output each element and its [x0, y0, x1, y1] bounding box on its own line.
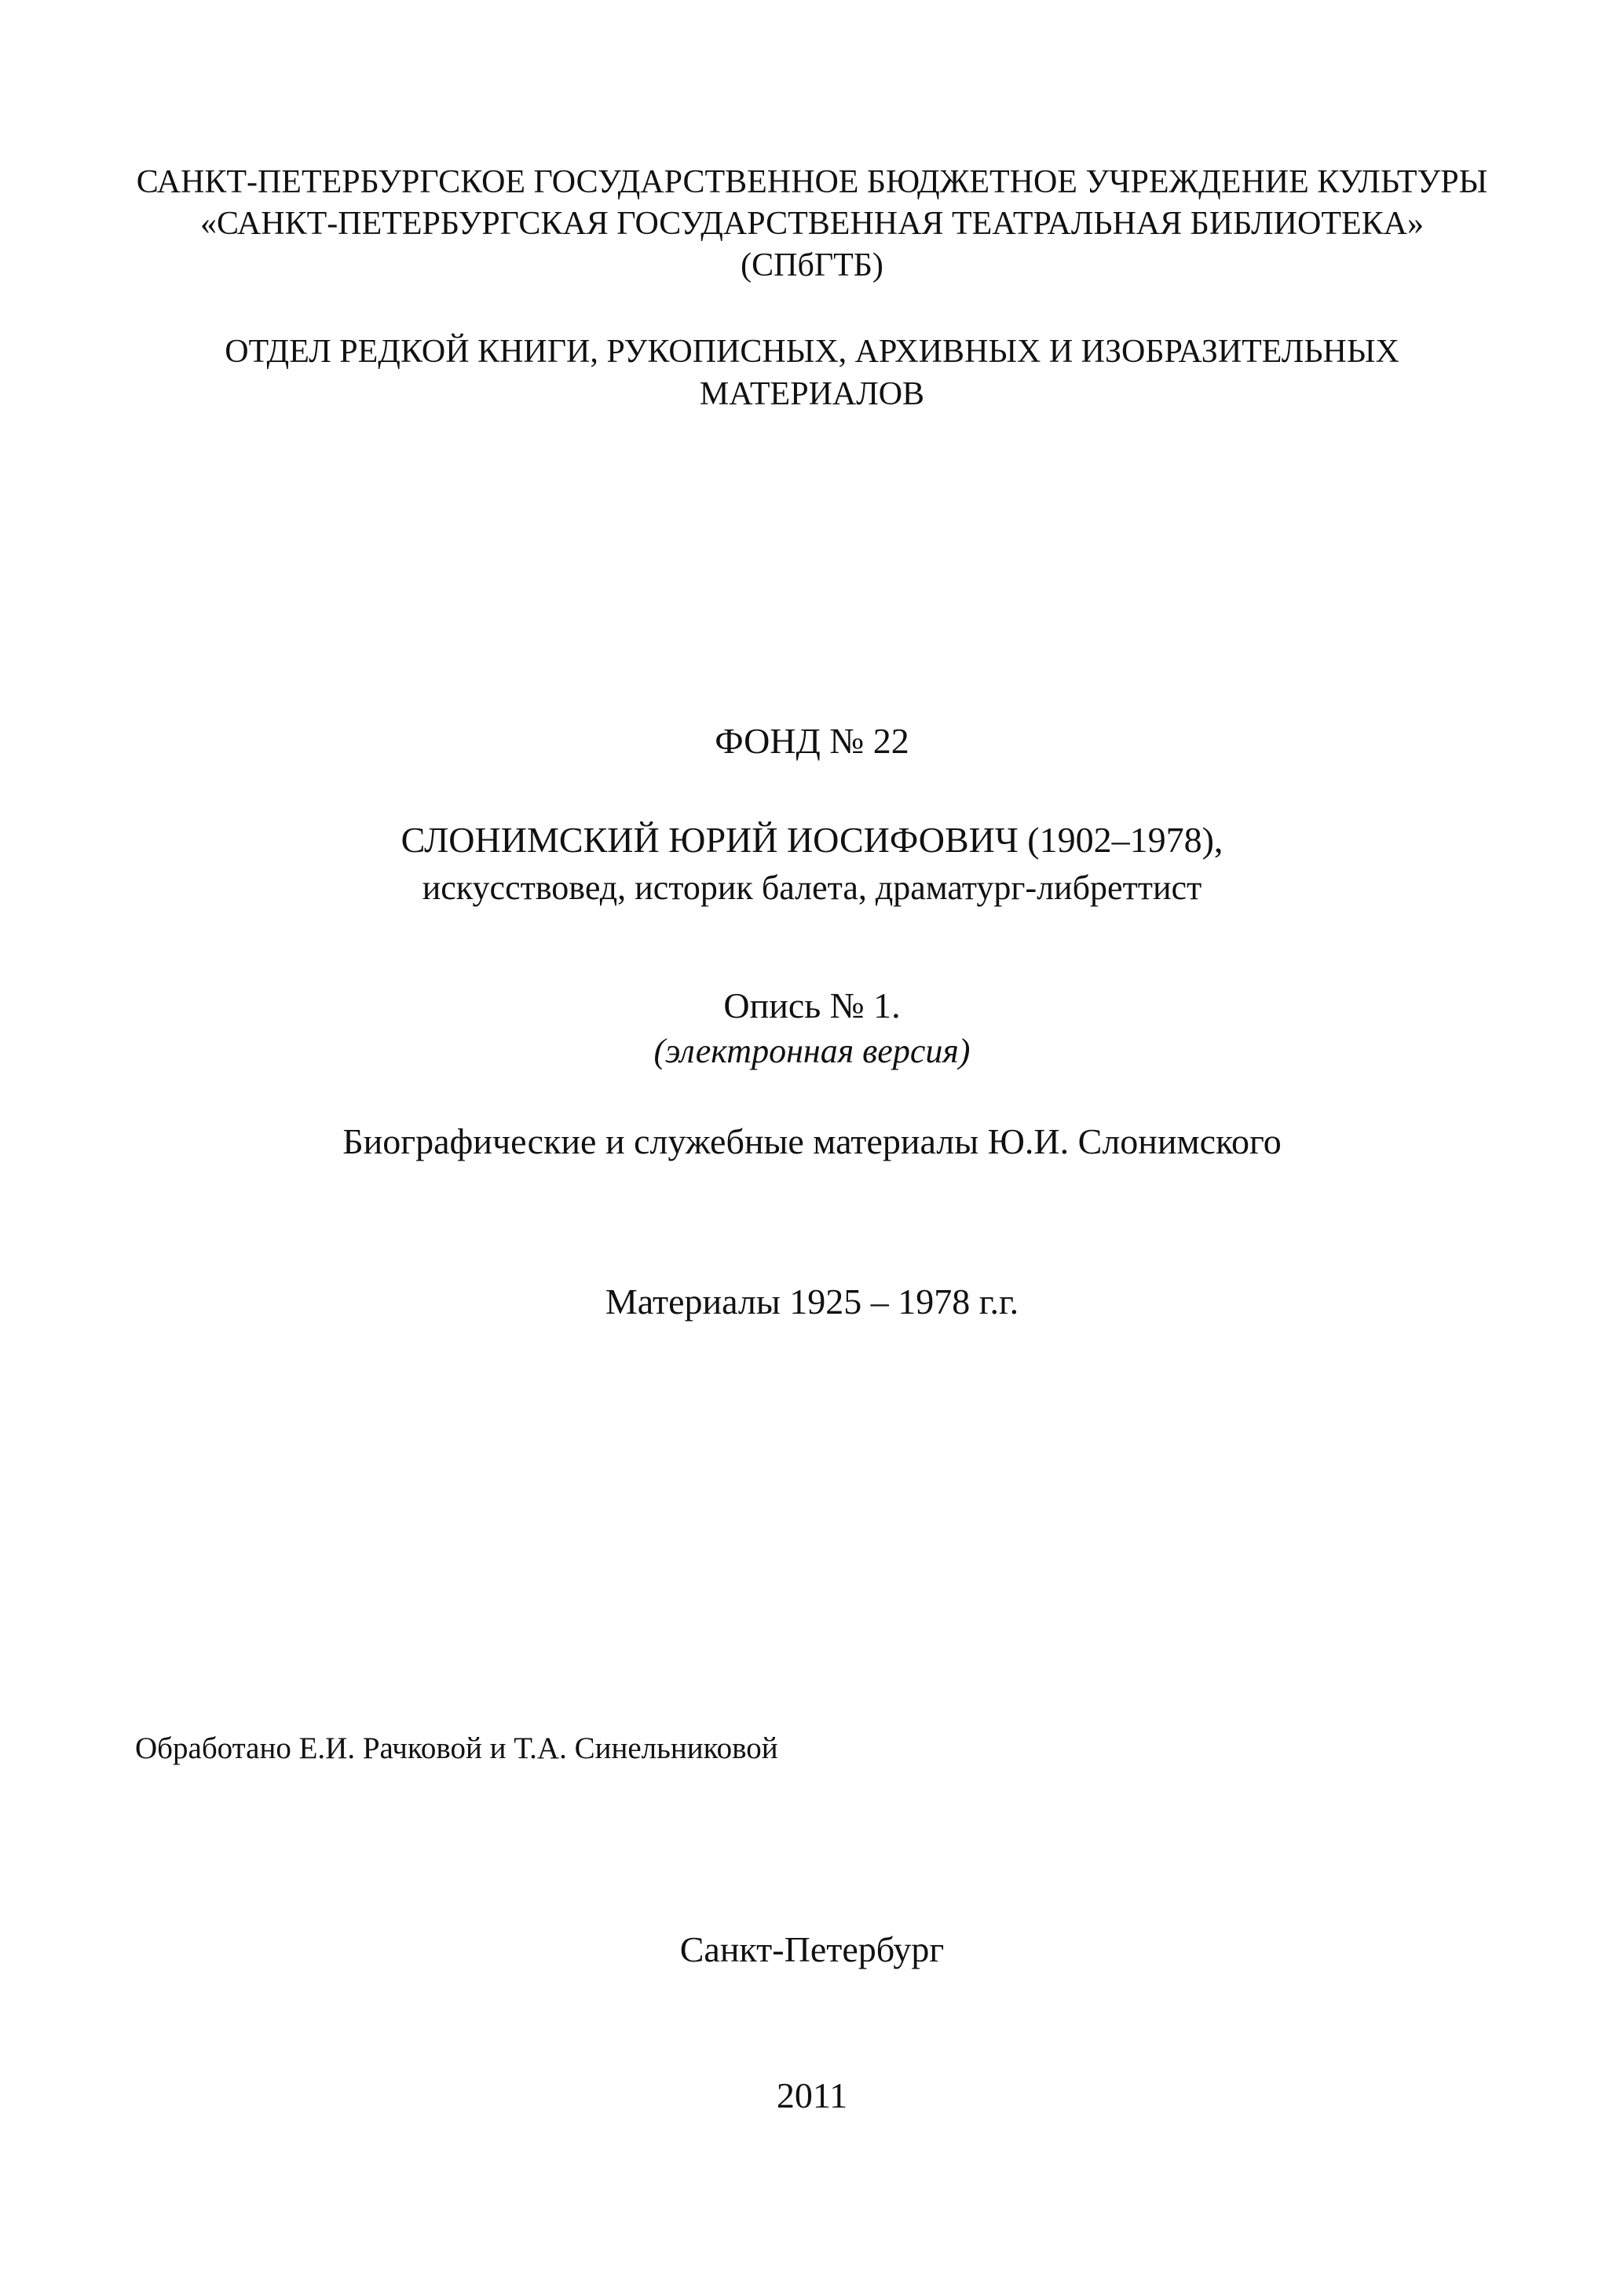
- fond-number: ФОНД № 22: [715, 721, 909, 761]
- inventory-title: Опись № 1.: [723, 985, 901, 1026]
- institution-abbreviation: (СПбГТБ): [741, 247, 883, 283]
- processed-by: Обработано Е.И. Рачковой и Т.А. Синельниковой: [135, 1731, 778, 1765]
- city: Санкт-Петербург: [679, 1929, 945, 1969]
- institution-line-2: «САНКТ-ПЕТЕРБУРГСКАЯ ГОСУДАРСТВЕННАЯ ТЕАТРАЛЬНАЯ БИБЛИОТЕКА»: [200, 206, 1424, 242]
- person-name: СЛОНИМСКИЙ ЮРИЙ ИОСИФОВИЧ (1902–1978),: [401, 820, 1223, 860]
- inventory-subject: Биографические и служебные материалы Ю.И. Слонимского: [342, 1121, 1282, 1161]
- year: 2011: [776, 2075, 848, 2115]
- inventory-version: (электронная версия): [653, 1032, 971, 1070]
- institution-line-1: САНКТ-ПЕТЕРБУРГСКОЕ ГОСУДАРСТВЕННОЕ БЮДЖЕТНОЕ УЧРЕЖДЕНИЕ КУЛЬТУРЫ: [136, 164, 1488, 200]
- department-line-1: ОТДЕЛ РЕДКОЙ КНИГИ, РУКОПИСНЫХ, АРХИВНЫХ И ИЗОБРАЗИТЕЛЬНЫХ: [225, 334, 1399, 370]
- inventory-date-range: Материалы 1925 – 1978 г.г.: [605, 1281, 1019, 1322]
- person-description: искусствовед, историк балета, драматург-либреттист: [422, 868, 1202, 907]
- department-line-2: МАТЕРИАЛОВ: [699, 376, 925, 412]
